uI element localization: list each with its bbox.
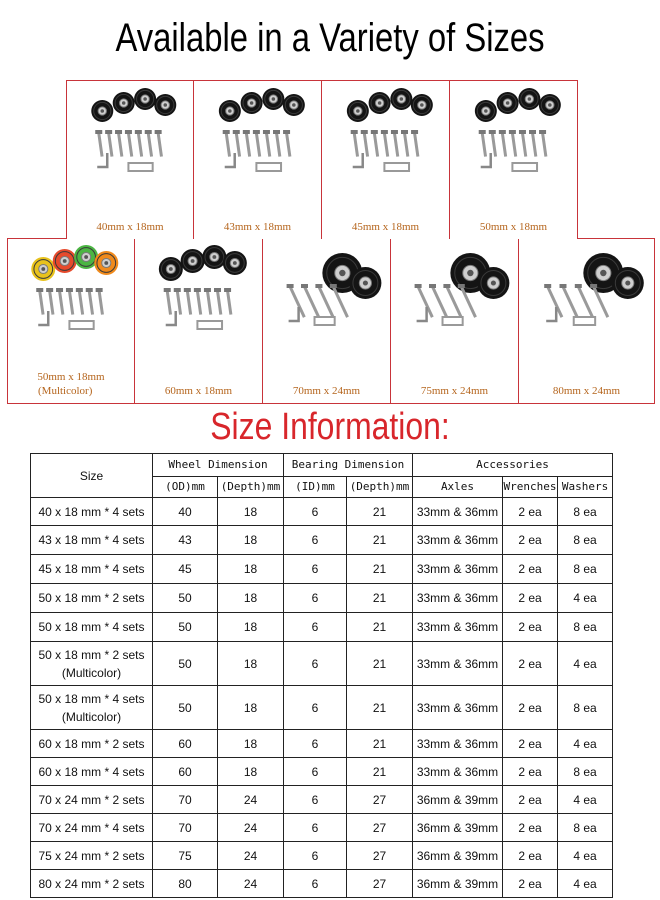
wrenches-cell: 2 ea [503, 842, 558, 870]
bearing-depth-cell: 21 [347, 584, 413, 613]
size-text: 60 x 18 mm * 4 sets [38, 764, 145, 779]
size-text: 70 x 24 mm * 4 sets [38, 820, 145, 835]
size-table [30, 453, 613, 898]
wheel-kit-photo [135, 239, 263, 373]
wrenches-cell: 2 ea [503, 642, 558, 686]
wheel-kit-photo [8, 239, 134, 373]
wrenches-cell: 2 ea [503, 498, 558, 526]
table-row [31, 730, 613, 758]
bearing-depth-cell: 21 [347, 498, 413, 526]
od-cell: 75 [153, 842, 218, 870]
wheel-icon [53, 249, 77, 273]
wheel-icon [181, 249, 205, 273]
size-caption: 70mm x 24mm [292, 385, 361, 397]
axles-cell: 33mm & 36mm [413, 642, 503, 686]
wheel-depth-cell: 18 [218, 555, 284, 584]
od-cell: 50 [153, 613, 218, 642]
bearing-depth-cell: 27 [347, 786, 413, 814]
wheel-icon [241, 92, 263, 114]
product-image-75mmx24mm [390, 239, 518, 403]
id-cell: 6 [284, 498, 347, 526]
size-cell [31, 613, 153, 642]
wheel-depth-cell: 18 [218, 686, 284, 730]
wheel-icon [262, 88, 284, 110]
wrenches-header: Wrenches [503, 477, 558, 498]
table-row [31, 870, 613, 898]
size-cell [31, 814, 153, 842]
size-caption: 60mm x 18mm [164, 385, 233, 397]
od-cell: 60 [153, 758, 218, 786]
wheel-depth-cell: 24 [218, 786, 284, 814]
product-image-43mmx18mm [193, 81, 321, 239]
wrenches-cell: 2 ea [503, 786, 558, 814]
axle-screws-icon [95, 130, 163, 171]
wrenches-cell: 2 ea [503, 814, 558, 842]
multicolor-caption: (Multicolor) [38, 385, 93, 397]
size-cell [31, 526, 153, 555]
wheel-icon [390, 88, 412, 110]
wheel-kit-photo [194, 81, 322, 209]
axle-screws-icon [351, 130, 420, 171]
id-cell: 6 [284, 642, 347, 686]
washers-cell: 8 ea [558, 555, 613, 584]
wrenches-cell: 2 ea [503, 730, 558, 758]
bearing-dimension-header: Bearing Dimension [284, 454, 413, 477]
wheel-icon [91, 100, 113, 122]
table-row [31, 758, 613, 786]
id-cell: 6 [284, 786, 347, 814]
size-cell [31, 842, 153, 870]
wrenches-cell: 2 ea [503, 584, 558, 613]
wheel-depth-cell: 18 [218, 730, 284, 758]
wheel-icon [497, 92, 519, 114]
wheel-icon [113, 92, 135, 114]
axles-cell: 33mm & 36mm [413, 613, 503, 642]
wheel-depth-cell: 18 [218, 613, 284, 642]
wheel-depth-cell: 18 [218, 584, 284, 613]
size-cell [31, 758, 153, 786]
axles-cell: 36mm & 39mm [413, 814, 503, 842]
id-cell: 6 [284, 730, 347, 758]
wrenches-cell: 2 ea [503, 555, 558, 584]
axle-screws-icon [479, 130, 548, 171]
axles-cell: 33mm & 36mm [413, 555, 503, 584]
washers-cell: 4 ea [558, 786, 613, 814]
product-image-50mmx18mm-multicolor [8, 239, 134, 403]
washers-cell: 8 ea [558, 758, 613, 786]
washers-header: Washers [558, 477, 613, 498]
wheel-icon [94, 251, 118, 275]
size-cell [31, 730, 153, 758]
bearing-depth-cell: 21 [347, 730, 413, 758]
size-cell [31, 498, 153, 526]
id-cell: 6 [284, 758, 347, 786]
wheel-icon [369, 92, 391, 114]
wheel-icon [223, 251, 247, 275]
id-cell: 6 [284, 842, 347, 870]
table-row [31, 786, 613, 814]
od-cell: 43 [153, 526, 218, 555]
wheel-icon [154, 94, 176, 116]
washers-cell: 4 ea [558, 584, 613, 613]
wheel-depth-cell: 24 [218, 814, 284, 842]
wheel-kit-photo [519, 239, 655, 373]
axles-cell: 33mm & 36mm [413, 584, 503, 613]
product-image-70mmx24mm [262, 239, 390, 403]
product-image-60mmx18mm [134, 239, 262, 403]
id-cell: 6 [284, 686, 347, 730]
id-cell: 6 [284, 526, 347, 555]
size-caption: 50mm x 18mm [37, 371, 105, 383]
axle-screws-icon [223, 130, 292, 171]
size-variant-text: (Multicolor) [61, 665, 122, 680]
size-text: 50 x 18 mm * 4 sets [38, 620, 145, 634]
table-row [31, 686, 613, 730]
od-cell: 70 [153, 786, 218, 814]
bearing-depth-cell: 21 [347, 613, 413, 642]
wheel-icon [159, 257, 183, 281]
washers-cell: 8 ea [558, 613, 613, 642]
id-cell: 6 [284, 613, 347, 642]
wheel-icon [31, 257, 55, 281]
wheel-kit-photo [263, 239, 391, 373]
axles-cell: 33mm & 36mm [413, 758, 503, 786]
bearing-depth-cell: 21 [347, 758, 413, 786]
washers-cell: 4 ea [558, 642, 613, 686]
size-cell [31, 642, 153, 686]
product-image-40mmx18mm [67, 81, 193, 239]
wheel-depth-cell: 18 [218, 642, 284, 686]
wheel-dimension-header: Wheel Dimension [153, 454, 284, 477]
size-caption: 43mm x 18mm [223, 221, 292, 233]
od-cell: 50 [153, 642, 218, 686]
table-row [31, 526, 613, 555]
size-text: 50 x 18 mm * 2 sets [38, 591, 145, 605]
washers-cell: 8 ea [558, 526, 613, 555]
size-variant-text: (Multicolor) [61, 709, 122, 724]
wheel-icon [202, 245, 226, 269]
bearing-depth-header: (Depth)mm [347, 477, 413, 498]
axles-header: Axles [413, 477, 503, 498]
table-row [31, 814, 613, 842]
size-cell [31, 555, 153, 584]
bearing-depth-cell: 21 [347, 686, 413, 730]
wheel-icon [74, 245, 98, 269]
wheel-icon [475, 100, 497, 122]
table-row [31, 498, 613, 526]
size-cell [31, 786, 153, 814]
od-cell: 50 [153, 584, 218, 613]
wheel-icon [477, 267, 509, 299]
table-row [31, 613, 613, 642]
wheel-depth-cell: 24 [218, 842, 284, 870]
od-cell: 80 [153, 870, 218, 898]
size-cell [31, 870, 153, 898]
size-text: 40 x 18 mm * 4 sets [38, 504, 145, 519]
washers-cell: 8 ea [558, 498, 613, 526]
wheel-depth-cell: 18 [218, 498, 284, 526]
id-cell: 6 [284, 584, 347, 613]
size-text: 75 x 24 mm * 2 sets [38, 848, 145, 863]
bearing-depth-cell: 21 [347, 555, 413, 584]
wheel-kit-photo [391, 239, 519, 373]
wrenches-cell: 2 ea [503, 686, 558, 730]
size-caption: 75mm x 24mm [420, 385, 489, 397]
wheel-icon [347, 100, 369, 122]
size-caption: 40mm x 18mm [96, 221, 164, 233]
size-caption: 50mm x 18mm [479, 221, 548, 233]
size-column-header: Size [31, 454, 153, 498]
wheel-kit-photo [450, 81, 578, 209]
washers-cell: 4 ea [558, 730, 613, 758]
wrenches-cell: 2 ea [503, 613, 558, 642]
axles-cell: 33mm & 36mm [413, 730, 503, 758]
accessories-header: Accessories [413, 454, 613, 477]
axles-cell: 36mm & 39mm [413, 786, 503, 814]
wheel-kit-photo [322, 81, 450, 209]
wheel-icon [411, 94, 433, 116]
axles-cell: 33mm & 36mm [413, 686, 503, 730]
id-cell: 6 [284, 555, 347, 584]
axles-cell: 36mm & 39mm [413, 870, 503, 898]
od-cell: 60 [153, 730, 218, 758]
axles-cell: 36mm & 39mm [413, 842, 503, 870]
size-cell [31, 584, 153, 613]
bearing-depth-cell: 21 [347, 642, 413, 686]
size-text: 60 x 18 mm * 2 sets [38, 736, 145, 751]
table-row [31, 642, 613, 686]
od-header: (OD)mm [153, 477, 218, 498]
product-image-50mmx18mm [449, 81, 577, 239]
axle-screws-icon [36, 288, 104, 329]
wheel-icon [518, 88, 540, 110]
wrenches-cell: 2 ea [503, 758, 558, 786]
size-cell [31, 686, 153, 730]
size-text: 50 x 18 mm * 2 sets [38, 647, 145, 662]
bearing-depth-cell: 27 [347, 842, 413, 870]
washers-cell: 4 ea [558, 842, 613, 870]
od-cell: 45 [153, 555, 218, 584]
bearing-depth-cell: 27 [347, 814, 413, 842]
wheel-icon [349, 267, 381, 299]
wrenches-cell: 2 ea [503, 526, 558, 555]
wheel-icon [612, 267, 644, 299]
product-image-80mmx24mm [518, 239, 654, 403]
wheel-depth-header: (Depth)mm [218, 477, 284, 498]
axle-screws-icon [164, 288, 233, 329]
wheel-depth-cell: 18 [218, 526, 284, 555]
table-row [31, 555, 613, 584]
page-title: Available in a Variety of Sizes [115, 16, 545, 60]
wheel-icon [283, 94, 305, 116]
size-text: 43 x 18 mm * 4 sets [38, 533, 145, 547]
wheel-icon [219, 100, 241, 122]
id-cell: 6 [284, 814, 347, 842]
washers-cell: 8 ea [558, 686, 613, 730]
wheel-icon [539, 94, 561, 116]
table-row [31, 584, 613, 613]
wheel-kit-photo [67, 81, 193, 209]
size-text: 45 x 18 mm * 4 sets [38, 562, 145, 576]
size-info-title: Size Information: [210, 406, 450, 448]
wheel-depth-cell: 24 [218, 870, 284, 898]
bearing-depth-cell: 21 [347, 526, 413, 555]
od-cell: 40 [153, 498, 218, 526]
wrenches-cell: 2 ea [503, 870, 558, 898]
size-text: 70 x 24 mm * 2 sets [38, 792, 145, 807]
od-cell: 70 [153, 814, 218, 842]
od-cell: 50 [153, 686, 218, 730]
id-header: (ID)mm [284, 477, 347, 498]
axles-cell: 33mm & 36mm [413, 498, 503, 526]
size-table-body [31, 498, 613, 898]
product-image-45mmx18mm [321, 81, 449, 239]
washers-cell: 4 ea [558, 870, 613, 898]
washers-cell: 8 ea [558, 814, 613, 842]
axles-cell: 33mm & 36mm [413, 526, 503, 555]
id-cell: 6 [284, 870, 347, 898]
size-text: 50 x 18 mm * 4 sets [38, 691, 145, 706]
bearing-depth-cell: 27 [347, 870, 413, 898]
size-caption: 45mm x 18mm [351, 221, 420, 233]
size-caption: 80mm x 24mm [552, 385, 621, 397]
wheel-depth-cell: 18 [218, 758, 284, 786]
size-text: 80 x 24 mm * 2 sets [38, 876, 145, 891]
wheel-icon [134, 88, 156, 110]
table-row [31, 842, 613, 870]
